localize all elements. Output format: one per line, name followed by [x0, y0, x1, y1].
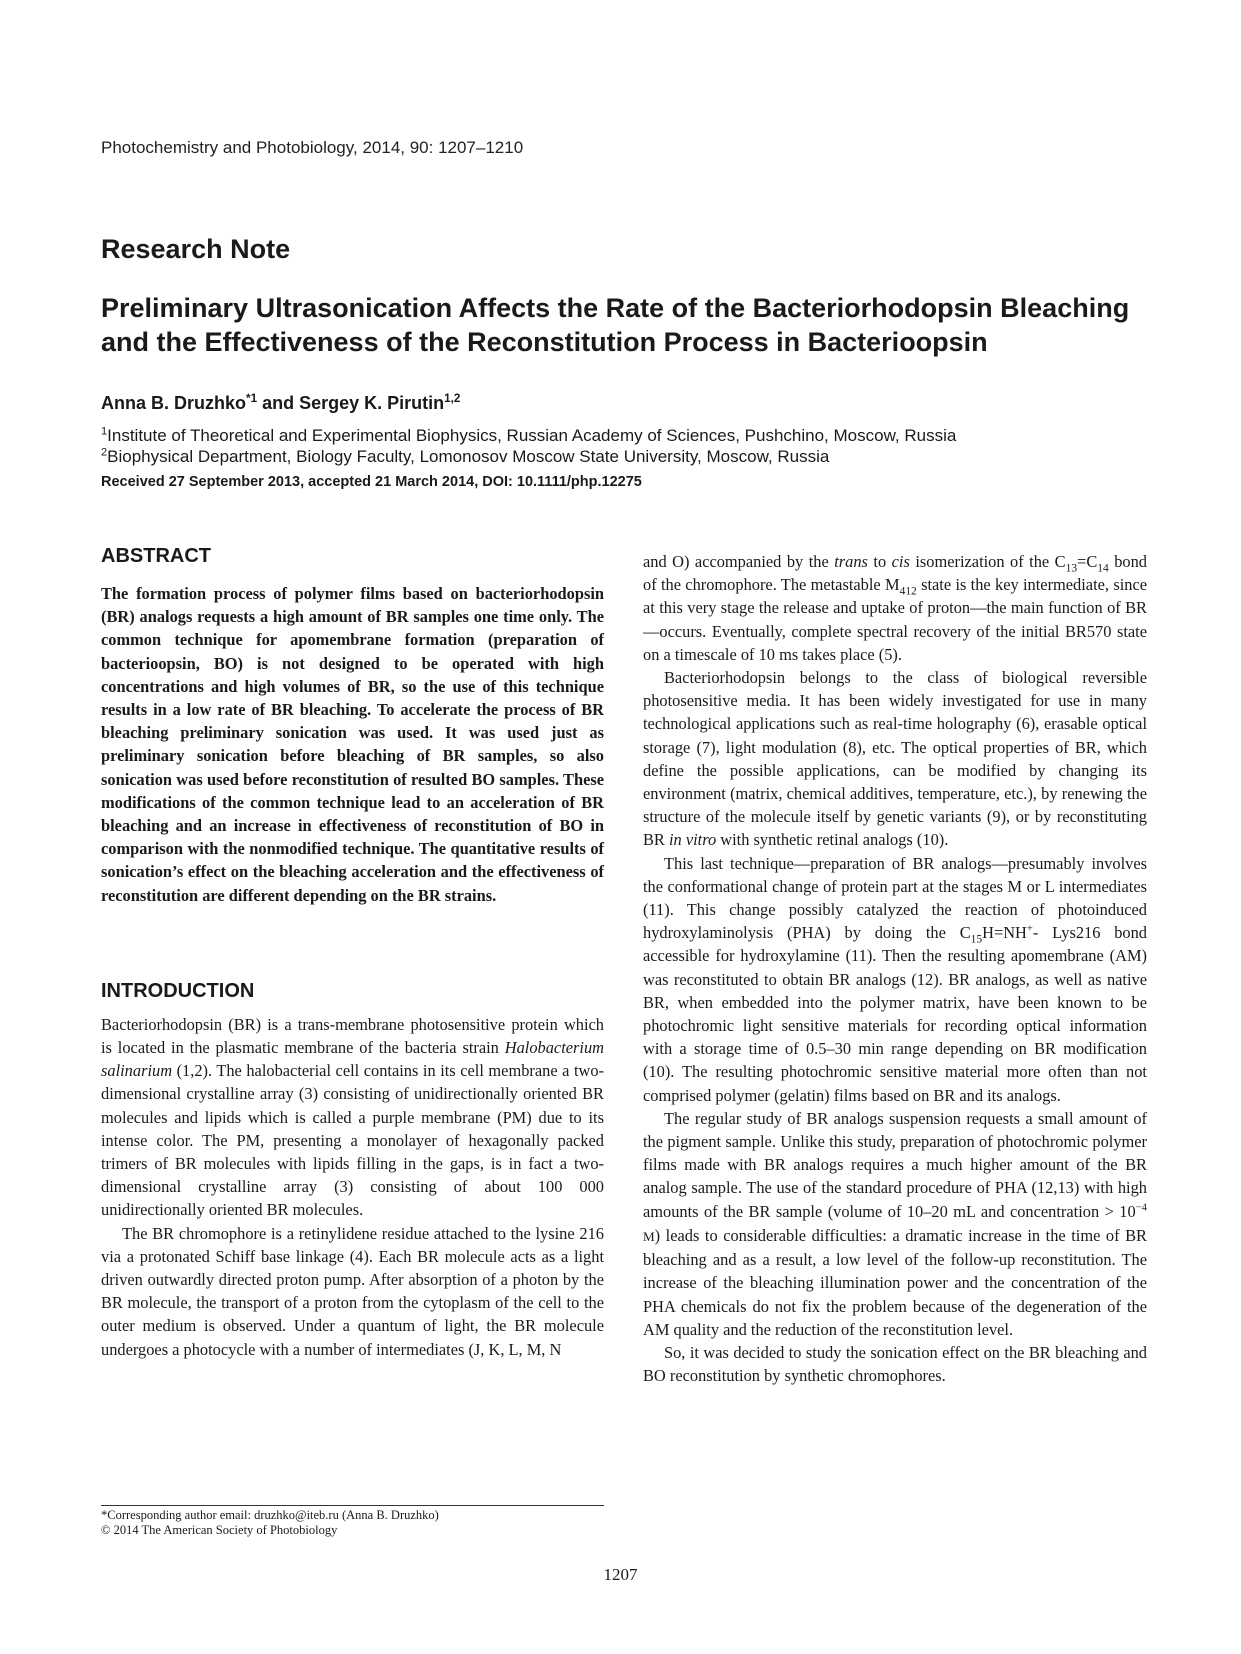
author-name: Sergey K. Pirutin — [299, 393, 445, 413]
subscript: 412 — [899, 585, 917, 598]
journal-citation: Photochemistry and Photobiology, 2014, 90: 1207–1210 — [101, 138, 524, 157]
affiliations — [101, 425, 956, 467]
abstract-heading: ABSTRACT — [101, 545, 211, 567]
text-run: Bacteriorhodopsin (BR) is a trans-membrane photosensitive protein which is located in the plasmatic membrane of the bacteria strain — [101, 1014, 604, 1058]
right-column — [643, 550, 1147, 1387]
text-run: H=NH — [982, 923, 1027, 943]
affiliation-mark: 1 — [101, 425, 108, 438]
text-run: The regular study of BR analogs suspension requests a small amount of the pigment sample. Unlike this study, preparation of photochromic polymer films made with BR analogs requires a much higher amount of the BR analog sample. The use of the standard procedure of PHA (12,13) with high amounts of the BR sample (volume of 10–20 mL and concentration > 10 — [643, 1108, 1147, 1221]
affiliation — [101, 425, 956, 446]
subscript: 13 — [1065, 562, 1078, 575]
text-run: bond of the chromophore. The metastable M — [643, 552, 1147, 595]
unit: M — [643, 1228, 655, 1244]
author-name: Anna B. Druzhko — [101, 393, 247, 413]
author-mark: 1,2 — [444, 392, 461, 405]
italic-term: cis — [891, 552, 910, 571]
superscript: −4 — [1135, 1202, 1147, 1214]
subscript: 15 — [970, 933, 983, 946]
intro-paragraph: So, it was decided to study the sonication effect on the BR bleaching and BO reconstitution by synthetic chromophores. — [643, 1342, 1147, 1386]
affiliation-text: Institute of Theoretical and Experimental Biophysics, Russian Academy of Sciences, Pushchino, Moscow, Russia — [107, 426, 957, 445]
footnote-divider — [101, 1505, 604, 1506]
introduction-heading: INTRODUCTION — [101, 979, 255, 1002]
affiliation — [101, 446, 956, 467]
intro-paragraph — [643, 1107, 1147, 1341]
subscript: 14 — [1097, 562, 1109, 575]
author-mark: *1 — [246, 392, 258, 405]
copyright-note: © 2014 The American Society of Photobiology — [101, 1523, 338, 1537]
section-label: Research Note — [101, 234, 291, 264]
footnotes — [101, 1508, 439, 1538]
intro-paragraph — [101, 1013, 604, 1222]
affiliation-mark: 2 — [101, 446, 108, 459]
abstract-text: The formation process of polymer films based on bacteriorhodopsin (BR) analogs requests a high amount of BR samples one time only. The common technique for apomembrane formation (preparation of bacterioopsin, BO) is not designed to be operated with high concentrations and high volumes of BR, so the use of this technique results in a low rate of BR bleaching. To accelerate the process of BR bleaching preliminary sonication was used. It was used just as preliminary sonication before bleaching of BR samples, so also sonication was used before reconstitution of resulted BO samples. These modifications of the common technique lead to an acceleration of BR bleaching and an increase in effectiveness of reconstitution of BO in comparison with the nonmodified technique. The quantitative results of sonication’s effect on the bleaching acceleration and the effectiveness of reconstitution are different depending on the BR strains. — [101, 584, 604, 905]
text-run: with synthetic retinal analogs (10). — [716, 830, 949, 850]
species-name: Halobacterium salinarium — [101, 1038, 604, 1081]
italic-term: in vitro — [668, 830, 717, 850]
text-run: ) leads to considerable difficulties: a dramatic increase in the time of BR bleaching and as a result, a low level of the follow-up reconstitution. The increase of the bleaching illumination power and the concentration of the PHA chemicals do not fix the problem because of the degeneration of the AM quality and the reduction of the reconstitution level. — [643, 1225, 1147, 1339]
intro-paragraph — [643, 852, 1147, 1107]
text-run: =C — [1077, 552, 1098, 571]
text-run: This last technique—preparation of BR analogs—presumably involves the conformational change of protein part at the stages M or L intermediates (11). This change possibly catalyzed the reaction of photoinduced hydroxylaminolysis (PHA) by doing the C — [643, 853, 1147, 943]
author-line — [101, 393, 460, 414]
intro-paragraph — [643, 666, 1147, 852]
affiliation-text: Biophysical Department, Biology Faculty, Lomonosov Moscow State University, Moscow, Russia — [107, 447, 830, 466]
italic-term: trans — [834, 552, 868, 571]
text-run: Bacteriorhodopsin belongs to the class of biological reversible photosensitive media. It has been widely investigated for use in many technological applications such as real-time holography (6), erasable optical storage (7), light modulation (8), etc. The optical properties of BR, which define the possible applications, can be modified by changing its environment (matrix, chemical additives, temperature, etc.), by renewing the structure of the molecule itself by genetic variants (9), or by reconstituting BR — [643, 668, 1147, 850]
text-run: and O) accompanied by the — [643, 552, 835, 571]
article-title: Preliminary Ultrasonication Affects the Rate of the Bacteriorhodopsin Bleaching and the Effectiveness of the Reconstitution Process in Bacterioopsin — [101, 293, 1130, 357]
intro-paragraph: The BR chromophore is a retinylidene residue attached to the lysine 216 via a protonated Schiff base linkage (4). Each BR molecule acts as a light driven outwardly directed proton pump. After absorption of a photon by the BR molecule, the transport of a proton from the cytoplasm of the cell to the outer medium is observed. Under a quantum of light, the BR molecule undergoes a photocycle with a number of intermediates (J, K, L, M, N — [101, 1223, 604, 1359]
text-run: - Lys216 bond accessible for hydroxylamine (11). Then the resulting apomembrane (AM) was reconstituted to obtain BR analogs (12). BR analogs, as well as native BR, when embedded into the polymer matrix, have been known to be photochromic light sensitive materials for recording optical information with a storage time of 0.5–30 min range depending on BR modification (10). The resulting photochromic sensitive material more often than not comprised polymer (gelatin) films based on BR and its analogs. — [643, 923, 1148, 1105]
text-run: isomerization of the C — [909, 552, 1066, 571]
corresponding-author-note: *Corresponding author email: druzhko@iteb.ru (Anna B. Druzhko) — [101, 1508, 439, 1522]
intro-paragraph — [643, 550, 1147, 666]
text-run: to — [867, 552, 892, 571]
text-run: state is the key intermediate, since at this very stage the release and uptake of proton—the main function of BR—occurs. Eventually, complete spectral recovery of the initial BR570 state on a timescale of 10 ms takes place (5). — [643, 575, 1148, 664]
superscript: + — [1026, 923, 1033, 935]
text-run: (1,2). The halobacterial cell contains in its cell membrane a two-dimensional crystalline array (3) consisting of unidirectionally oriented BR molecules and lipids which is called a purple membrane (PM) due to its intense color. The PM, presenting a monolayer of hexagonally packed trimers of BR molecules with lipids filling in the gaps, is in fact a two-dimensional crystalline array (3) consisting of about 100 000 unidirectionally oriented BR molecules. — [101, 1061, 604, 1220]
page-number: 1207 — [603, 1565, 638, 1584]
received-dates-doi: Received 27 September 2013, accepted 21 March 2014, DOI: 10.1111/php.12275 — [101, 474, 642, 490]
author-joiner: and — [257, 393, 300, 413]
left-column — [101, 544, 604, 1361]
